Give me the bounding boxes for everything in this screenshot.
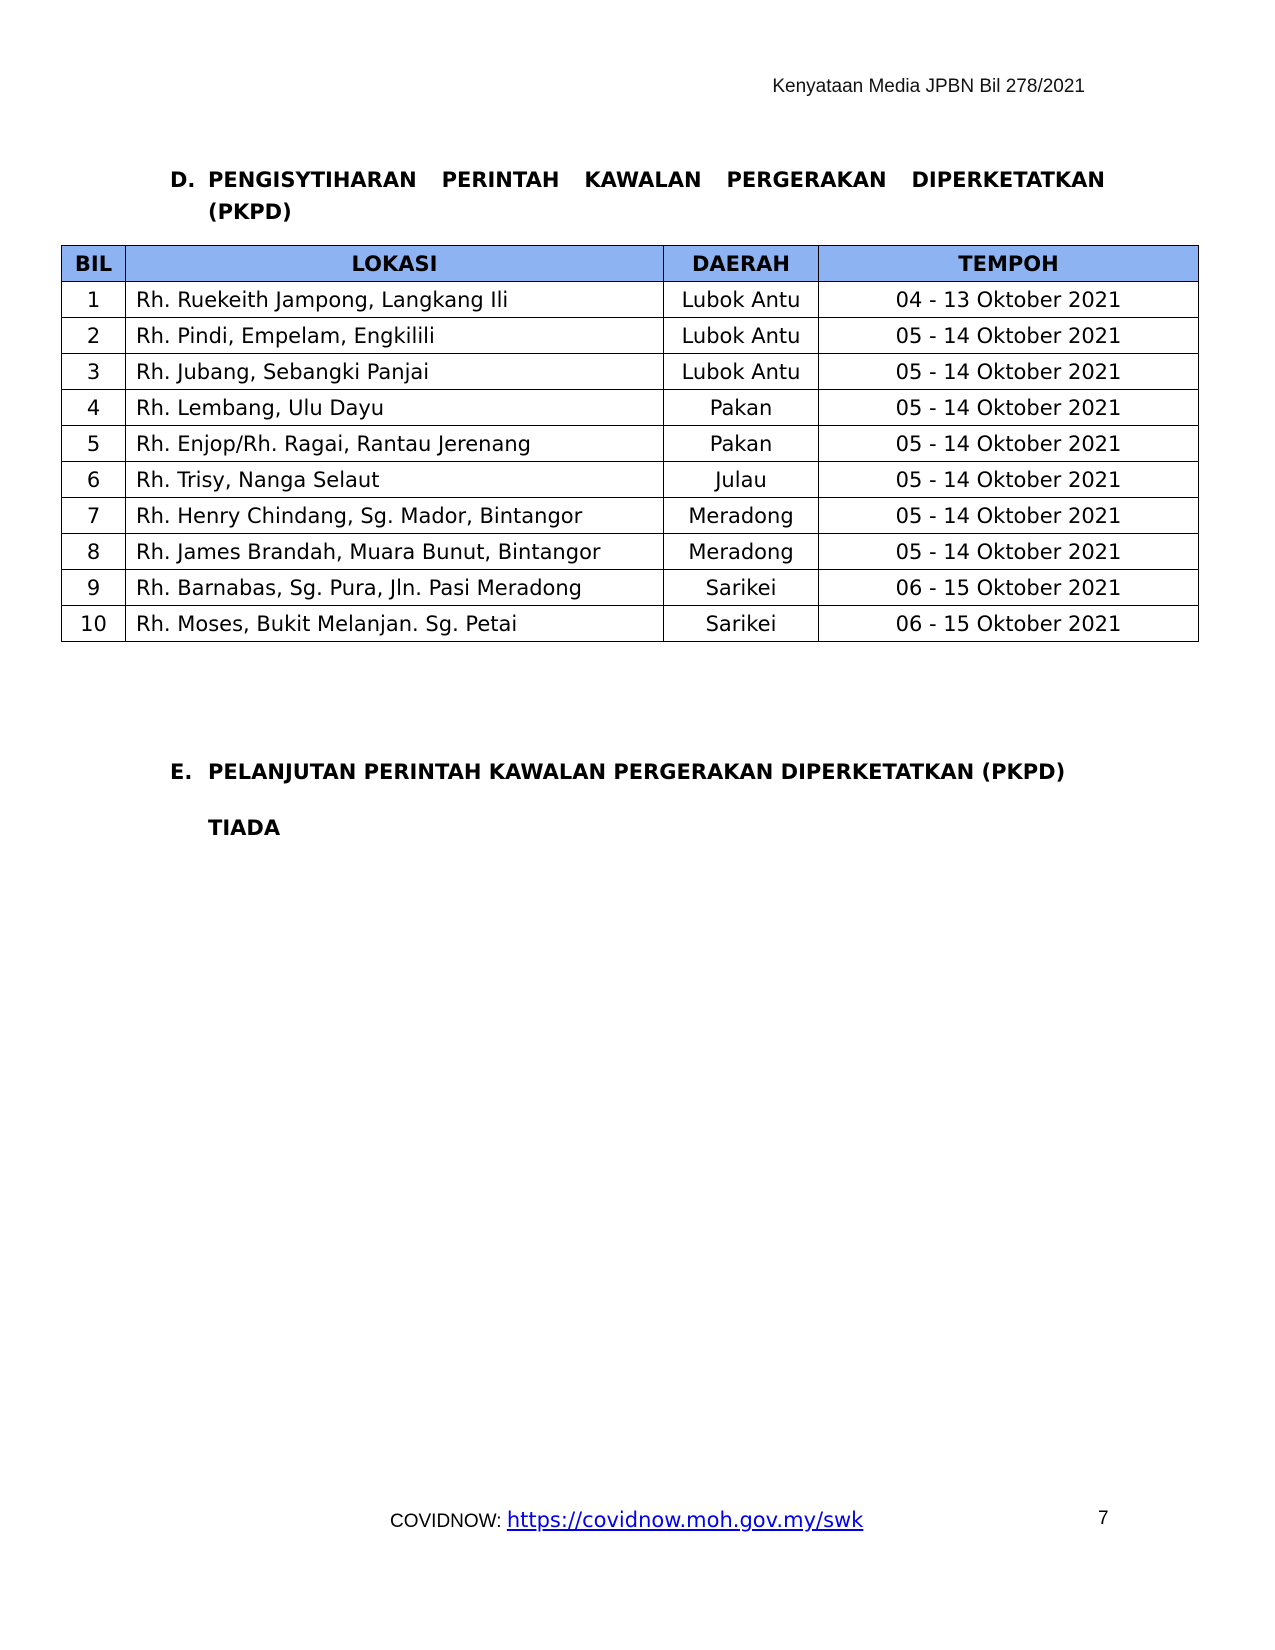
column-header-tempoh: TEMPOH — [819, 246, 1199, 282]
cell-tempoh: 06 - 15 Oktober 2021 — [819, 570, 1199, 606]
cell-lokasi: Rh. Enjop/Rh. Ragai, Rantau Jerenang — [126, 426, 664, 462]
cell-daerah: Lubok Antu — [664, 354, 819, 390]
cell-daerah: Lubok Antu — [664, 282, 819, 318]
table-row — [62, 534, 1199, 570]
section-e-heading — [170, 756, 1105, 788]
covidnow-link[interactable]: https://covidnow.moh.gov.my/swk — [506, 1508, 864, 1532]
footer-label: COVIDNOW: — [390, 1511, 507, 1532]
table-row — [62, 498, 1199, 534]
cell-bil: 6 — [62, 462, 126, 498]
table-row — [62, 462, 1199, 498]
document-reference: Kenyataan Media JPBN Bil 278/2021 — [772, 76, 1085, 97]
cell-tempoh: 06 - 15 Oktober 2021 — [819, 606, 1199, 642]
pkpd-table — [61, 245, 1199, 642]
table-row — [62, 570, 1199, 606]
page-number: 7 — [1098, 1508, 1109, 1529]
cell-tempoh: 05 - 14 Oktober 2021 — [819, 390, 1199, 426]
section-e-letter: E. — [170, 760, 193, 784]
column-header-daerah: DAERAH — [664, 246, 819, 282]
cell-lokasi: Rh. Moses, Bukit Melanjan. Sg. Petai — [126, 606, 664, 642]
cell-bil: 10 — [62, 606, 126, 642]
cell-lokasi: Rh. Jubang, Sebangki Panjai — [126, 354, 664, 390]
cell-daerah: Meradong — [664, 498, 819, 534]
cell-bil: 5 — [62, 426, 126, 462]
cell-bil: 1 — [62, 282, 126, 318]
section-d-letter: D. — [170, 168, 196, 192]
table-row — [62, 426, 1199, 462]
section-e-title: PELANJUTAN PERINTAH KAWALAN PERGERAKAN DIPERKETATKAN (PKPD) — [208, 760, 1066, 784]
cell-daerah: Julau — [664, 462, 819, 498]
cell-tempoh: 05 - 14 Oktober 2021 — [819, 498, 1199, 534]
table-row — [62, 318, 1199, 354]
cell-lokasi: Rh. Trisy, Nanga Selaut — [126, 462, 664, 498]
cell-lokasi: Rh. Lembang, Ulu Dayu — [126, 390, 664, 426]
cell-daerah: Pakan — [664, 390, 819, 426]
section-d-title: PENGISYTIHARAN PERINTAH KAWALAN PERGERAKAN DIPERKETATKAN (PKPD) — [208, 168, 1105, 224]
cell-daerah: Meradong — [664, 534, 819, 570]
cell-tempoh: 05 - 14 Oktober 2021 — [819, 318, 1199, 354]
section-e-content: TIADA — [208, 816, 281, 840]
cell-tempoh: 05 - 14 Oktober 2021 — [819, 534, 1199, 570]
column-header-bil: BIL — [62, 246, 126, 282]
cell-daerah: Pakan — [664, 426, 819, 462]
cell-bil: 9 — [62, 570, 126, 606]
table-row — [62, 354, 1199, 390]
cell-tempoh: 05 - 14 Oktober 2021 — [819, 462, 1199, 498]
table-header-row — [62, 246, 1199, 282]
cell-bil: 2 — [62, 318, 126, 354]
column-header-lokasi: LOKASI — [126, 246, 664, 282]
section-d-heading — [170, 164, 1105, 228]
cell-bil: 3 — [62, 354, 126, 390]
footer — [390, 1508, 863, 1533]
cell-tempoh: 05 - 14 Oktober 2021 — [819, 354, 1199, 390]
cell-tempoh: 05 - 14 Oktober 2021 — [819, 426, 1199, 462]
cell-lokasi: Rh. James Brandah, Muara Bunut, Bintangor — [126, 534, 664, 570]
cell-lokasi: Rh. Henry Chindang, Sg. Mador, Bintangor — [126, 498, 664, 534]
table-row — [62, 606, 1199, 642]
cell-bil: 7 — [62, 498, 126, 534]
table-row — [62, 282, 1199, 318]
cell-daerah: Lubok Antu — [664, 318, 819, 354]
cell-bil: 4 — [62, 390, 126, 426]
cell-lokasi: Rh. Pindi, Empelam, Engkilili — [126, 318, 664, 354]
cell-tempoh: 04 - 13 Oktober 2021 — [819, 282, 1199, 318]
table-row — [62, 390, 1199, 426]
cell-bil: 8 — [62, 534, 126, 570]
cell-lokasi: Rh. Barnabas, Sg. Pura, Jln. Pasi Meradong — [126, 570, 664, 606]
cell-lokasi: Rh. Ruekeith Jampong, Langkang Ili — [126, 282, 664, 318]
cell-daerah: Sarikei — [664, 606, 819, 642]
cell-daerah: Sarikei — [664, 570, 819, 606]
